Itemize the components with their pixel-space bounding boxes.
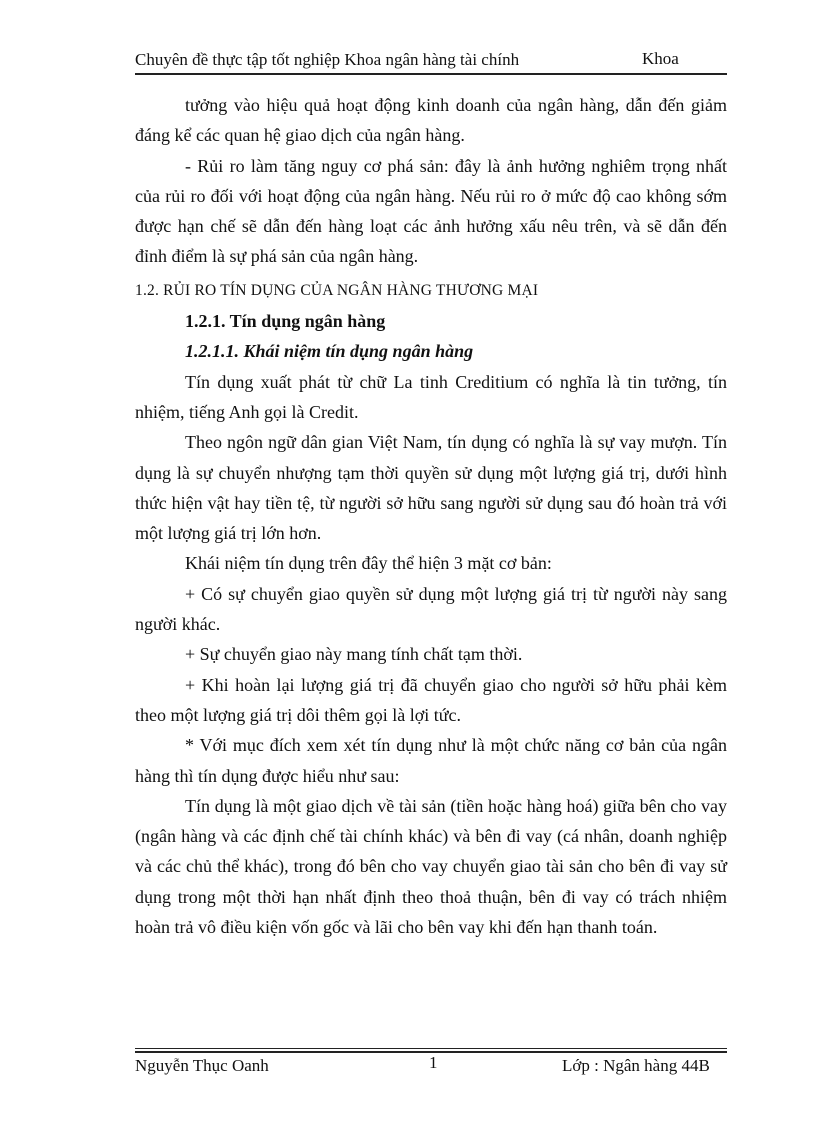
footer-class: Lớp : Ngân hàng 44B [562, 1056, 710, 1075]
paragraph-6: + Có sự chuyển giao quyền sử dụng một lượng giá trị từ người này sang người khác. [135, 583, 727, 635]
paragraph-8: + Khi hoàn lại lượng giá trị đã chuyển giao cho người sở hữu phải kèm theo một lượng giá trị dôi thêm gọi là lợi tức. [135, 674, 727, 725]
header-right-text: Khoa [642, 49, 679, 68]
footer-divider [135, 1048, 727, 1049]
section-heading: 1.2. RỦI RO TÍN DỤNG CỦA NGÂN HÀNG THƯƠNG MẠI [135, 281, 539, 299]
page-number: 1 [429, 1053, 438, 1072]
paragraph-10: Tín dụng là một giao dịch về tài sản (tiền hoặc hàng hoá) giữa bên cho vay (ngân hàng và các định chế tài chính khác) và bên đi vay (cá nhân, doanh nghiệp và các chủ thể khác), trong đó bên cho vay chuyển giao tài sản cho bên đi vay sử dụng trong một thời hạn nhất định theo thoả thuận, bên đi vay có trách nhiệm hoàn trả vô điều kiện vốn gốc và lãi cho bên vay khi đến hạn thanh toán. [135, 795, 727, 938]
paragraph-2: - Rủi ro làm tăng nguy cơ phá sản: đây là ảnh hưởng nghiêm trọng nhất của rủi ro đối với hoạt động của ngân hàng. Nếu rủi ro ở mức độ cao không sớm được hạn chế sẽ dẫn đến hàng loạt các ảnh hưởng xấu nêu trên, và sẽ dẫn đến đỉnh điểm là sự phá sản của ngân hàng. [135, 155, 727, 267]
paragraph-3: Tín dụng xuất phát từ chữ La tinh Creditium có nghĩa là tin tưởng, tín nhiệm, tiếng Anh gọi là Credit. [135, 371, 727, 422]
subsubsection-heading: 1.2.1.1. Khái niệm tín dụng ngân hàng [185, 341, 474, 362]
page-header [135, 49, 727, 75]
paragraph-4: Theo ngôn ngữ dân gian Việt Nam, tín dụng có nghĩa là sự vay mượn. Tín dụng là sự chuyển nhượng tạm thời quyền sử dụng một lượng giá trị, dưới hình thức hiện vật hay tiền tệ, từ người sở hữu sang người sử dụng sau đó hoàn trả với một lượng giá trị lớn hơn. [135, 432, 727, 544]
paragraph-5: Khái niệm tín dụng trên đây thể hiện 3 mặt cơ bản: [185, 553, 552, 574]
paragraph-7: + Sự chuyển giao này mang tính chất tạm thời. [185, 644, 523, 665]
header-title: Chuyên đề thực tập tốt nghiệp Khoa ngân hàng tài chính [135, 50, 520, 69]
document-body [135, 90, 727, 942]
paragraph-1: tưởng vào hiệu quả hoạt động kinh doanh của ngân hàng, dẫn đến giảm đáng kể các quan hệ giao dịch của ngân hàng. [135, 95, 727, 146]
paragraph-9: * Với mục đích xem xét tín dụng như là một chức năng cơ bản của ngân hàng thì tín dụng được hiểu như sau: [135, 735, 727, 786]
subsection-heading: 1.2.1. Tín dụng ngân hàng [185, 311, 386, 332]
footer-author: Nguyễn Thục Oanh [135, 1056, 269, 1075]
